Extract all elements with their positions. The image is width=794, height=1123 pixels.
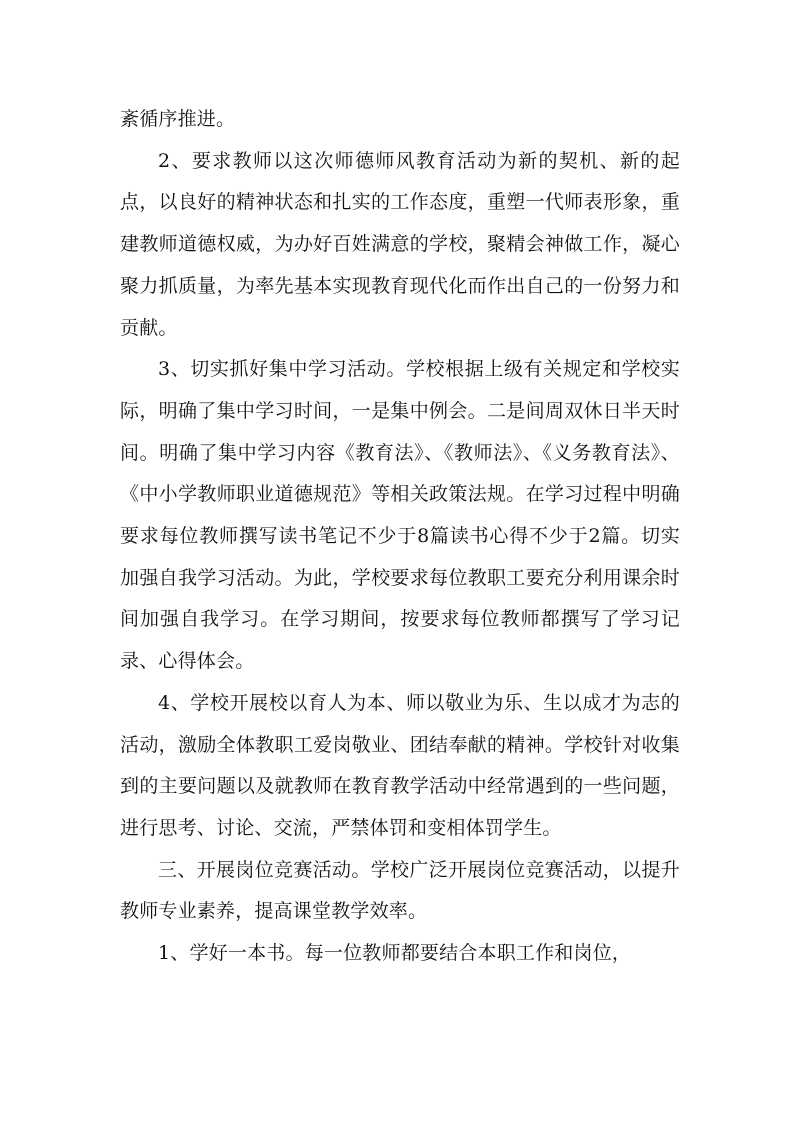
paragraph-item-3: 3、切实抓好集中学习活动。学校根据上级有关规定和学校实际，明确了集中学习时间，一是集中例会。二是间周双休日半天时间。明确了集中学习内容《教育法》、《教师法》、《义务教育法》、《中小学教师职业道德规范》等相关政策法规。在学习过程中明确要求每位教师撰写读书笔记不少于8篇读书心得不少于2篇。切实加强自我学习活动。为此，学校要求每位教职工要充分利用课余时间加强自我学习。在学习期间，按要求每位教师都撰写了学习记录、心得体会。 — [120, 358, 680, 673]
paragraph-section-3: 三、开展岗位竞赛活动。学校广泛开展岗位竞赛活动，以提升教师专业素养，提高课堂教学效率。 — [120, 858, 680, 923]
paragraph-item-4: 4、学校开展校以育人为本、师以敬业为乐、生以成才为志的活动，激励全体教职工爱岗敬业、团结奉献的精神。学校针对收集到的主要问题以及就教师在教育教学活动中经常遇到的一些问题，进行思考、讨论、交流，严禁体罚和变相体罚学生。 — [120, 691, 680, 839]
paragraph-item-2: 2、要求教师以这次师德师风教育活动为新的契机、新的起点，以良好的精神状态和扎实的工作态度，重塑一代师表形象，重建教师道德权威，为办好百姓满意的学校，聚精会神做工作，凝心聚力抓质量，为率先基本实现教育现代化而作出自己的一份努力和贡献。 — [120, 149, 680, 339]
paragraph-subitem-1: 1、学好一本书。每一位教师都要结合本职工作和岗位， — [158, 942, 632, 965]
body-text — [120, 99, 680, 975]
paragraph-continuation: 紊循序推进。 — [120, 108, 236, 130]
